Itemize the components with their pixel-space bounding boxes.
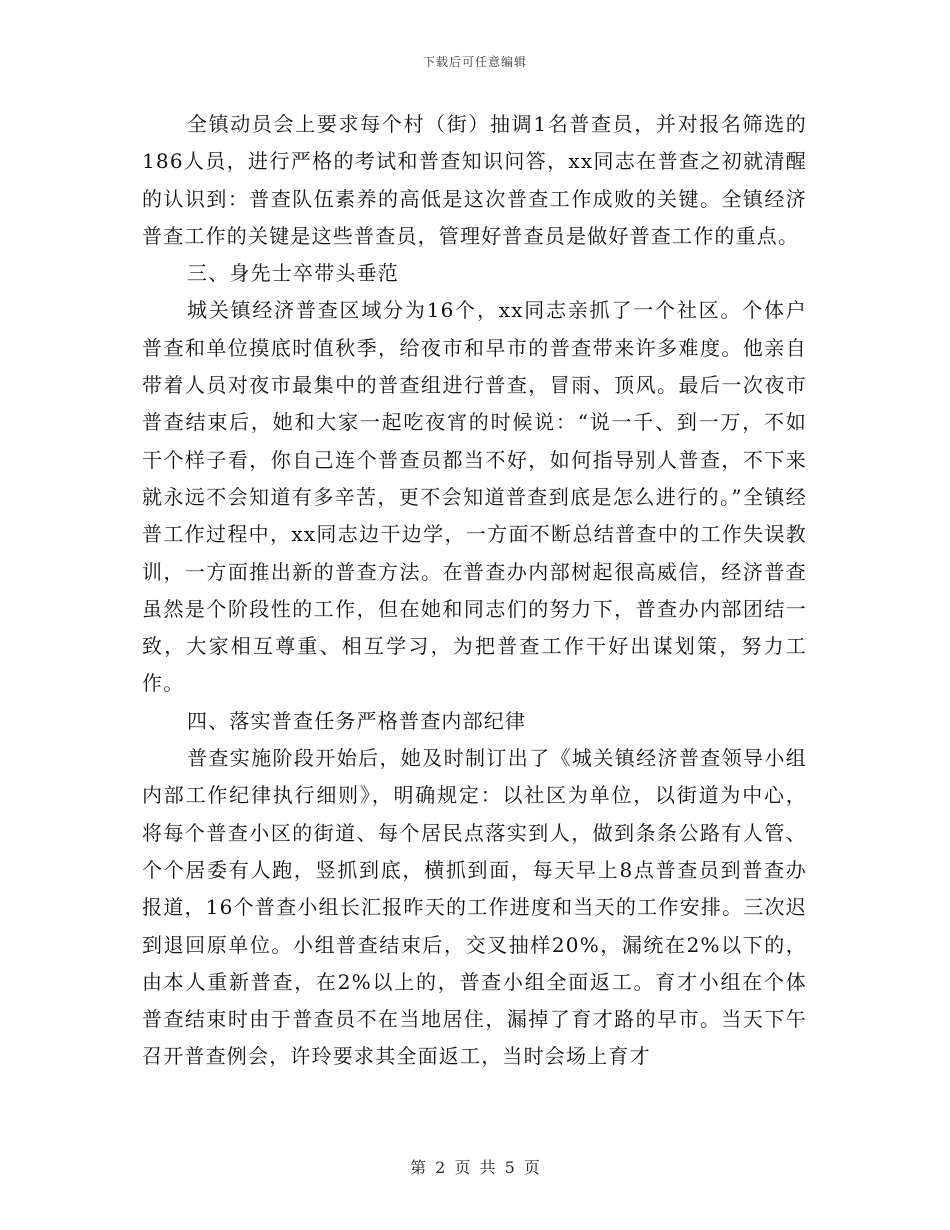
paragraph-leading-example: 城关镇经济普查区域分为16个，xx同志亲抓了一个社区。个体户普查和单位摸底时值秋季，给夜市和早市的普查带来许多难度。他亲自带着人员对夜市最集中的普查组进行普查，冒雨、顶风。最后一次夜市普查结束后，她和大家一起吃夜宵的时候说：“说一千、到一万，不如干个样子看，你自己连个普查员都当不好，如何指导别人普查，不下来就永远不会知道有多辛苦，更不会知道普查到底是怎么进行的。”全镇经普工作过程中，xx同志边干边学，一方面不断总结普查中的工作失误教训，一方面推出新的普查方法。在普查办内部树起很高威信，经济普查虽然是个阶段性的工作，但在她和同志们的努力下，普查办内部团结一致，大家相互尊重、相互学习，为把普查工作干好出谋划策，努力工作。 [142, 298, 807, 696]
paragraph-discipline: 普查实施阶段开始后，她及时制订出了《城关镇经济普查领导小组内部工作纪律执行细则》，明确规定：以社区为单位，以街道为中心，将每个普查小区的街道、每个居民点落实到人，做到条条公路有人管、个个居委有人跑，竖抓到底，横抓到面，每天早上8点普查员到普查办报道，16个普查小组长汇报昨天的工作进度和当天的工作安排。三次迟到退回原单位。小组普查结束后，交叉抽样20%，漏统在2%以下的，由本人重新普查，在2%以上的，普查小组全面返工。育才小组在个体普查结束时由于普查员不在当地居住，漏掉了育才路的早市。当天下午召开普查例会，许玲要求其全面返工，当时会场上育才 [142, 746, 807, 1069]
section-heading-4: 四、落实普查任务严格普查内部纪律 [187, 708, 527, 733]
document-body [142, 106, 807, 1076]
page-footer: 第 2 页 共 5 页 [410, 1158, 540, 1177]
page-header: 下载后可任意编辑 [422, 55, 527, 69]
section-heading-3: 三、身先士卒带头垂范 [187, 261, 399, 286]
paragraph-mobilization: 全镇动员会上要求每个村（街）抽调1名普查员，并对报名筛选的186人员，进行严格的考试和普查知识问答，xx同志在普查之初就清醒的认识到：普查队伍素养的高低是这次普查工作成败的关键。全镇经济普查工作的关键是这些普查员，管理好普查员是做好普查工作的重点。 [142, 112, 807, 248]
